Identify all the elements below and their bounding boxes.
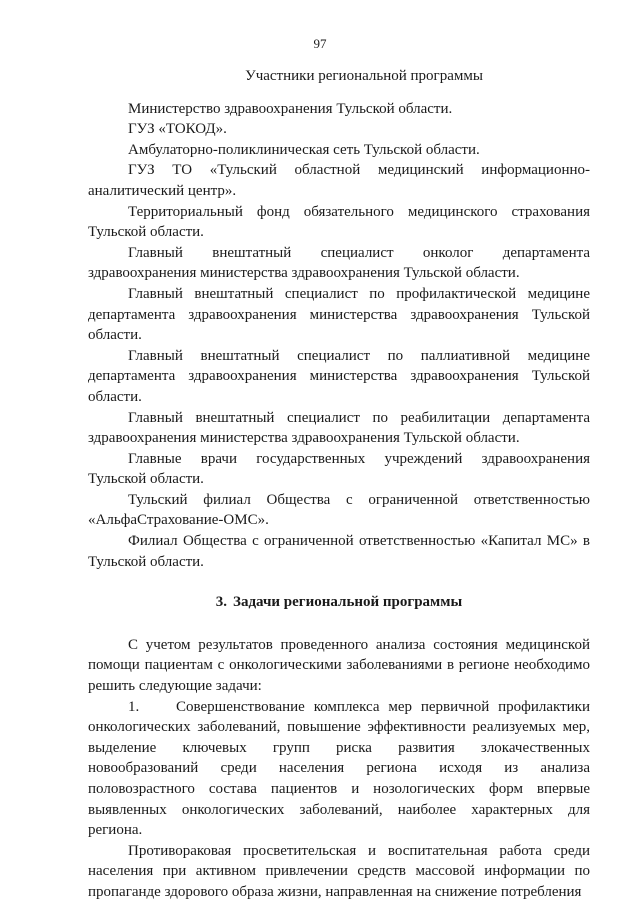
participants-heading: Участники региональной программы xyxy=(245,68,483,84)
page-content xyxy=(88,66,590,903)
section-title-text: Задачи региональной программы xyxy=(233,594,463,611)
participant-item: Амбулаторно-поликлиническая сеть Тульской области. xyxy=(128,141,480,158)
task-number: 1. xyxy=(128,698,140,715)
page-number: 97 xyxy=(313,36,327,51)
participant-item: ГУЗ ТО «Тульский областной медицинский информационно-аналитический центр». xyxy=(88,162,590,199)
task-text: Совершенствование комплекса мер первичной профилактики онкологических заболеваний, повышение эффективности реализуемых мер, выделение ключевых групп риска развития злокачественных новообразований среди населения региона исходя из анализа половозрастного состава пациентов и нозологических форм впервые выявленных онкологических заболеваний, наиболее характерных для региона. xyxy=(88,698,590,839)
participant-item: Главный внештатный специалист по паллиативной медицине департамента здравоохранения министерства здравоохранения Тульской области. xyxy=(88,347,590,405)
participant-item: Министерство здравоохранения Тульской области. xyxy=(128,100,453,117)
participant-item: Территориальный фонд обязательного медицинского страхования Тульской области. xyxy=(88,203,590,241)
participant-item: Главный внештатный специалист онколог департамента здравоохранения министерства здравоохранения Тульской области. xyxy=(88,244,590,282)
task-paragraph xyxy=(88,697,590,841)
intro-paragraph: С учетом результатов проведенного анализа состояния медицинской помощи пациентам с онкологическими заболеваниями в регионе необходимо решить следующие задачи: xyxy=(88,636,590,695)
participant-item: ГУЗ «ТОКОД». xyxy=(128,121,227,138)
section-title xyxy=(88,592,590,613)
body-paragraph: Противораковая просветительская и воспитательная работа среди населения при активном привлечении средств массовой информации по пропаганде здорового образа жизни, направленная на снижение потребления xyxy=(88,842,590,900)
section-number: 3. xyxy=(215,594,228,611)
participant-item: Главный внештатный специалист по реабилитации департамента здравоохранения министерства здравоохранения Тульской области. xyxy=(88,409,590,447)
participant-item: Филиал Общества с ограниченной ответственностью «Капитал МС» в Тульской области. xyxy=(88,533,590,570)
participant-item: Тульский филиал Общества с ограниченной ответственностью «АльфаСтрахование-ОМС». xyxy=(88,491,590,529)
participant-item: Главный внештатный специалист по профилактической медицине департамента здравоохранения министерства здравоохранения Тульской области. xyxy=(88,285,590,344)
participant-item: Главные врачи государственных учреждений здравоохранения Тульской области. xyxy=(88,450,590,488)
